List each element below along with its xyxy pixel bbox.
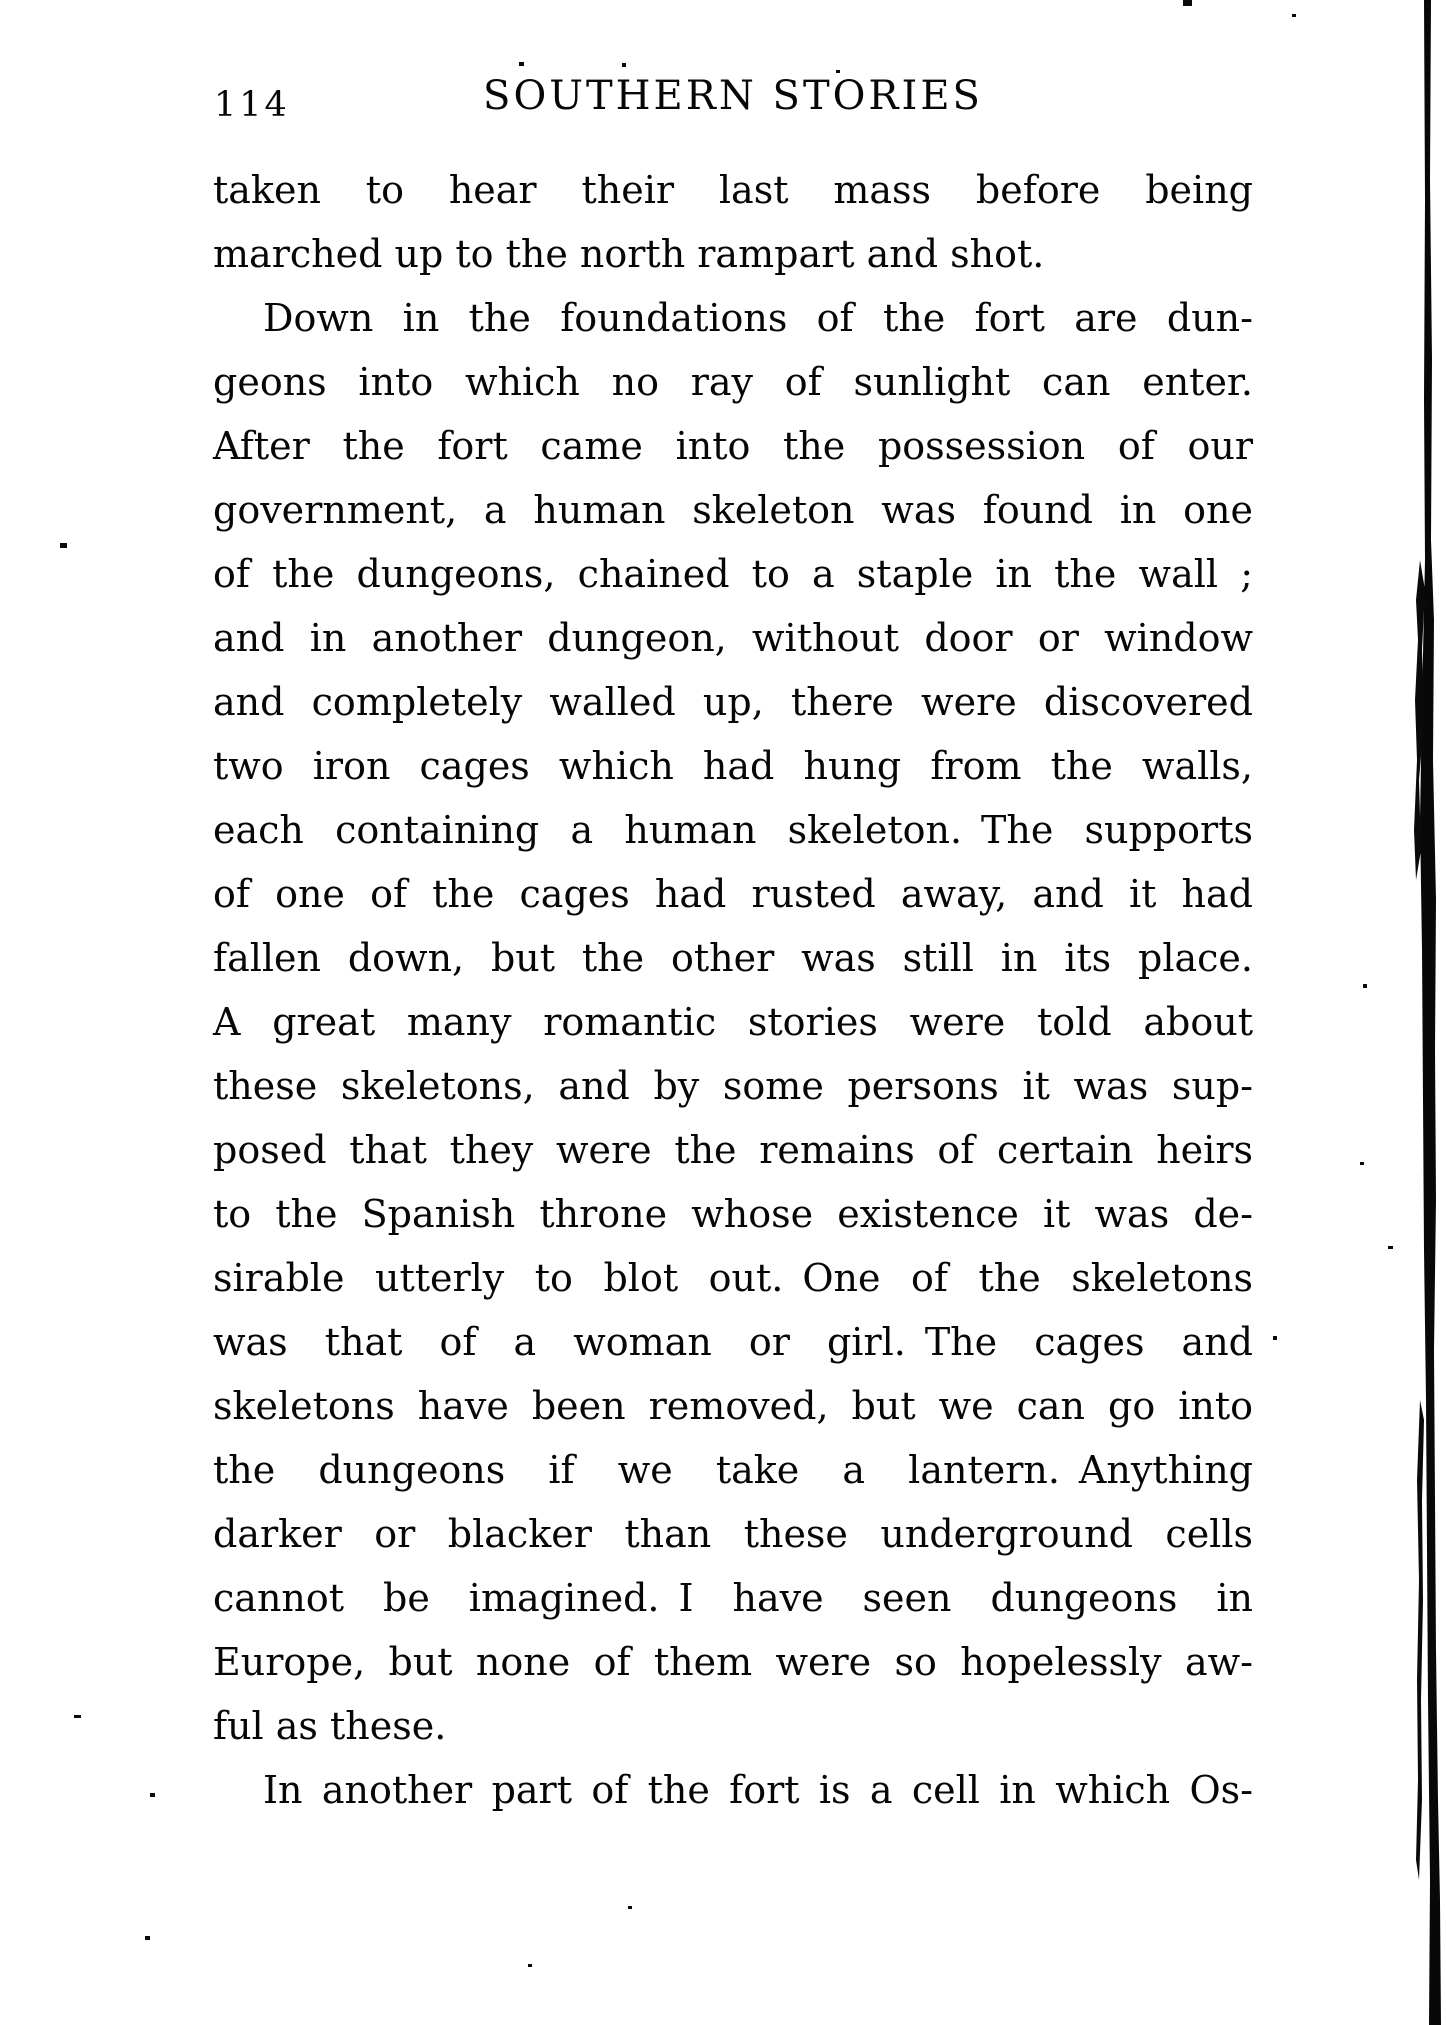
scan-speck <box>1292 14 1296 17</box>
text-line: of one of the cages had rusted away, and it had <box>213 872 1253 916</box>
text-line: skeletons have been removed, but we can go into <box>213 1384 1253 1428</box>
text-line: government, a human skeleton was found in one <box>213 488 1253 532</box>
text-line: fallen down, but the other was still in its place. <box>213 936 1253 980</box>
scan-speck <box>74 1715 81 1718</box>
scan-speck <box>1183 0 1192 6</box>
text-line: posed that they were the remains of certain heirs <box>213 1128 1253 1172</box>
scan-speck <box>60 543 67 548</box>
text-line: taken to hear their last mass before being <box>213 168 1253 212</box>
scan-speck <box>1360 1162 1364 1165</box>
scan-speck <box>528 1964 532 1967</box>
scan-speck <box>836 70 840 73</box>
scan-speck <box>519 62 524 66</box>
text-line: After the fort came into the possession of our <box>213 424 1253 468</box>
scan-speck <box>150 1793 155 1797</box>
text-line: of the dungeons, chained to a staple in the wall ; <box>213 552 1253 596</box>
text-line: A great many romantic stories were told about <box>213 1000 1253 1044</box>
text-line: and completely walled up, there were discovered <box>213 680 1253 724</box>
text-line: the dungeons if we take a lantern. Anything <box>213 1448 1253 1492</box>
scan-speck <box>1363 984 1367 988</box>
text-line: darker or blacker than these underground cells <box>213 1512 1253 1556</box>
scan-speck <box>622 63 626 67</box>
text-line: sirable utterly to blot out. One of the skeletons <box>213 1256 1253 1300</box>
text-line: marched up to the north rampart and shot. <box>213 232 1045 276</box>
text-line: cannot be imagined. I have seen dungeons in <box>213 1576 1253 1620</box>
text-line: ful as these. <box>213 1704 447 1748</box>
scan-speck <box>145 1936 150 1940</box>
text-line: In another part of the fort is a cell in which Os- <box>263 1768 1253 1812</box>
running-head-title: SOUTHERN STORIES <box>483 73 983 119</box>
text-line: Down in the foundations of the fort are dun- <box>263 296 1253 340</box>
scan-speck <box>628 1906 632 1909</box>
page-number: 114 <box>214 85 290 125</box>
text-block <box>213 158 1253 1822</box>
text-line: each containing a human skeleton. The supports <box>213 808 1253 852</box>
text-line: was that of a woman or girl. The cages and <box>213 1320 1253 1364</box>
text-line: geons into which no ray of sunlight can enter. <box>213 360 1253 404</box>
text-line: Europe, but none of them were so hopelessly aw- <box>213 1640 1253 1684</box>
scan-speck <box>1273 1336 1277 1340</box>
text-line: two iron cages which had hung from the walls, <box>213 744 1253 788</box>
binding-streak-artifact <box>1398 0 1446 2025</box>
text-line: and in another dungeon, without door or window <box>213 616 1253 660</box>
text-line: to the Spanish throne whose existence it was de- <box>213 1192 1253 1236</box>
text-line: these skeletons, and by some persons it was sup- <box>213 1064 1253 1108</box>
scan-speck <box>1388 1246 1393 1249</box>
